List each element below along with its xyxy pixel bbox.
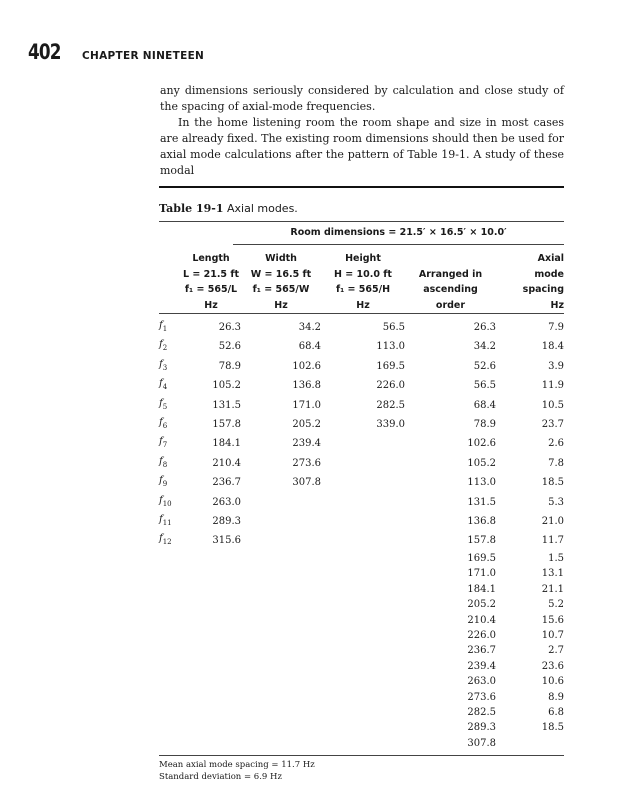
length-cell: 315.6 xyxy=(212,535,241,547)
width-cell xyxy=(241,659,321,674)
width-cell xyxy=(241,643,321,658)
spacing-header-line: spacing xyxy=(522,284,564,295)
ascending-cell: 282.5 xyxy=(467,706,496,718)
table-row xyxy=(159,720,564,735)
table-row xyxy=(159,705,564,720)
table-row xyxy=(159,531,564,550)
table-row xyxy=(159,659,564,674)
height-header-line: f₁ = 565/H xyxy=(335,284,391,295)
ascending-cell: 113.0 xyxy=(467,477,496,489)
spacing-cell: 2.7 xyxy=(548,645,564,657)
ascending-cell: 136.8 xyxy=(467,516,496,528)
ascending-cell: 102.6 xyxy=(467,438,496,450)
row-label xyxy=(159,659,181,674)
height-cell xyxy=(321,736,405,751)
length-header-line: Hz xyxy=(204,299,218,311)
length-cell xyxy=(181,566,241,581)
table-row xyxy=(159,566,564,581)
width-header-line: Hz xyxy=(274,299,288,311)
length-cell: 157.8 xyxy=(212,419,241,431)
arranged-header-line: Arranged in xyxy=(418,268,483,280)
spacing-cell xyxy=(496,736,564,751)
dimensions-rule xyxy=(233,244,564,245)
width-header-line: f₁ = 565/W xyxy=(252,284,310,295)
row-label: $f_{12}$ xyxy=(159,533,172,547)
length-header-line: f₁ = 565/L xyxy=(184,284,238,295)
length-cell xyxy=(181,659,241,674)
spacing-cell: 23.7 xyxy=(541,419,564,431)
length-cell: 26.3 xyxy=(218,322,241,333)
row-label: $f_5$ xyxy=(159,397,168,411)
arranged-header-line: ascending xyxy=(423,284,478,295)
height-cell xyxy=(321,674,405,689)
width-cell xyxy=(241,493,321,512)
paragraph-1: any dimensions seriously considered by calculation and close study of the spacing of axial-mode frequencies. xyxy=(160,84,564,113)
table-row xyxy=(159,736,564,751)
length-cell: 78.9 xyxy=(218,360,241,372)
row-label: $f_4$ xyxy=(159,378,168,392)
ascending-cell: 52.6 xyxy=(473,360,496,372)
spacing-cell: 8.9 xyxy=(548,691,564,703)
height-cell xyxy=(321,512,405,531)
spacing-cell: 5.2 xyxy=(548,599,564,611)
ascending-cell: 78.9 xyxy=(473,419,496,431)
body-text xyxy=(160,83,564,179)
row-label xyxy=(159,551,181,566)
height-cell xyxy=(321,473,405,492)
width-cell xyxy=(241,597,321,612)
width-header-line: W = 16.5 ft xyxy=(250,268,312,280)
height-cell xyxy=(321,720,405,735)
height-cell xyxy=(321,566,405,581)
table-row xyxy=(159,396,564,415)
row-label xyxy=(159,582,181,597)
row-label: $f_8$ xyxy=(159,455,168,469)
width-cell: 273.6 xyxy=(292,457,321,469)
table-caption xyxy=(159,202,564,215)
spacing-cell: 15.6 xyxy=(541,614,564,626)
table-row xyxy=(159,512,564,531)
width-cell xyxy=(241,690,321,705)
height-header-line: H = 10.0 ft xyxy=(334,268,392,280)
width-cell: 136.8 xyxy=(292,380,321,392)
length-cell: 105.2 xyxy=(212,380,241,392)
spacing-cell: 7.8 xyxy=(548,457,564,469)
room-dimensions: Room dimensions = 21.5′ × 16.5′ × 10.0′ xyxy=(290,227,507,238)
ascending-cell: 34.2 xyxy=(473,341,496,353)
ascending-cell: 236.7 xyxy=(467,645,496,657)
width-header xyxy=(241,251,321,314)
spacing-cell: 2.6 xyxy=(548,438,564,450)
spacing-header-line: Axial xyxy=(537,253,564,264)
spacing-cell: 10.7 xyxy=(541,629,564,641)
spacing-header xyxy=(496,251,564,314)
length-cell: 131.5 xyxy=(212,399,241,411)
label-header xyxy=(159,251,181,314)
table-bottom-rule xyxy=(159,755,564,756)
width-cell xyxy=(241,613,321,628)
spacing-cell: 5.3 xyxy=(548,496,564,508)
width-header-line: Width xyxy=(265,253,297,264)
table-row xyxy=(159,551,564,566)
ascending-cell: 307.8 xyxy=(467,737,496,749)
spacing-cell: 6.8 xyxy=(548,706,564,718)
spacing-cell: 21.0 xyxy=(541,516,564,528)
table-row xyxy=(159,454,564,473)
page-number: 402 xyxy=(28,40,61,64)
width-cell xyxy=(241,720,321,735)
length-cell xyxy=(181,736,241,751)
ascending-cell: 26.3 xyxy=(473,322,496,333)
table-row xyxy=(159,690,564,705)
height-cell xyxy=(321,551,405,566)
arranged-header xyxy=(405,251,496,314)
spacing-cell: 10.6 xyxy=(541,676,564,688)
table-row xyxy=(159,473,564,492)
length-cell: 210.4 xyxy=(212,457,241,469)
table-row xyxy=(159,357,564,376)
row-label: $f_{11}$ xyxy=(159,514,172,528)
width-cell: 239.4 xyxy=(292,438,321,450)
table-row xyxy=(159,613,564,628)
spacing-cell: 23.6 xyxy=(541,660,564,672)
width-cell: 34.2 xyxy=(298,322,321,333)
row-label xyxy=(159,720,181,735)
length-cell xyxy=(181,613,241,628)
table-notes xyxy=(159,760,564,783)
height-cell xyxy=(321,434,405,453)
chapter-title: CHAPTER NINETEEN xyxy=(82,50,205,62)
row-label: $f_3$ xyxy=(159,358,168,372)
length-cell: 289.3 xyxy=(212,516,241,528)
height-cell xyxy=(321,597,405,612)
length-cell: 263.0 xyxy=(212,496,241,508)
length-cell xyxy=(181,705,241,720)
spacing-header-line: Hz xyxy=(550,299,564,311)
length-cell: 236.7 xyxy=(212,477,241,489)
table-row xyxy=(159,493,564,512)
height-cell xyxy=(321,659,405,674)
ascending-cell: 169.5 xyxy=(467,552,496,564)
ascending-cell: 273.6 xyxy=(467,691,496,703)
row-label: $f_9$ xyxy=(159,475,168,489)
width-cell xyxy=(241,628,321,643)
row-label: $f_1$ xyxy=(159,320,168,333)
ascending-cell: 171.0 xyxy=(467,568,496,580)
table-row xyxy=(159,643,564,658)
width-cell xyxy=(241,736,321,751)
length-cell xyxy=(181,582,241,597)
table-row xyxy=(159,415,564,434)
table-row xyxy=(159,337,564,356)
length-cell xyxy=(181,597,241,612)
note-std: Standard deviation = 6.9 Hz xyxy=(159,771,282,782)
length-header-line: L = 21.5 ft xyxy=(182,268,240,280)
ascending-cell: 289.3 xyxy=(467,722,496,734)
row-label xyxy=(159,674,181,689)
row-label: $f_6$ xyxy=(159,417,168,431)
arranged-header-line: order xyxy=(435,299,466,311)
height-cell xyxy=(321,613,405,628)
height-header xyxy=(321,251,405,314)
spacing-cell: 11.7 xyxy=(541,535,564,547)
width-cell xyxy=(241,705,321,720)
spacing-cell: 13.1 xyxy=(541,568,564,580)
row-label: $f_2$ xyxy=(159,339,168,353)
length-header xyxy=(181,251,241,314)
row-label xyxy=(159,690,181,705)
ascending-cell: 56.5 xyxy=(473,380,496,392)
spacing-cell: 18.5 xyxy=(541,722,564,734)
height-cell: 56.5 xyxy=(382,322,405,333)
table-19-1 xyxy=(159,186,564,783)
ascending-cell: 226.0 xyxy=(467,629,496,641)
width-cell xyxy=(241,531,321,550)
ascending-cell: 131.5 xyxy=(467,496,496,508)
length-cell xyxy=(181,674,241,689)
table-body xyxy=(159,314,564,751)
row-label: $f_{10}$ xyxy=(159,494,172,508)
table-row xyxy=(159,628,564,643)
row-label xyxy=(159,613,181,628)
height-cell xyxy=(321,531,405,550)
width-cell: 205.2 xyxy=(292,419,321,431)
table-row xyxy=(159,674,564,689)
height-cell: 113.0 xyxy=(376,341,405,353)
row-label: $f_7$ xyxy=(159,436,168,450)
table-row xyxy=(159,597,564,612)
spacing-cell: 1.5 xyxy=(548,552,564,564)
axial-modes-table xyxy=(159,251,564,751)
height-cell: 226.0 xyxy=(376,380,405,392)
spacing-cell: 11.9 xyxy=(541,380,564,392)
length-cell xyxy=(181,720,241,735)
table-top-rule xyxy=(159,186,564,188)
width-cell xyxy=(241,674,321,689)
width-cell xyxy=(241,551,321,566)
row-label xyxy=(159,597,181,612)
spacing-cell: 10.5 xyxy=(541,399,564,411)
row-label xyxy=(159,705,181,720)
ascending-cell: 210.4 xyxy=(467,614,496,626)
height-cell: 282.5 xyxy=(376,399,405,411)
length-cell: 52.6 xyxy=(218,341,241,353)
height-header-line: Hz xyxy=(356,299,370,311)
height-cell xyxy=(321,454,405,473)
ascending-cell: 68.4 xyxy=(473,399,496,411)
height-cell xyxy=(321,493,405,512)
height-cell: 339.0 xyxy=(376,419,405,431)
ascending-cell: 157.8 xyxy=(467,535,496,547)
length-header-line: Length xyxy=(192,253,230,264)
width-cell xyxy=(241,582,321,597)
row-label xyxy=(159,736,181,751)
row-label xyxy=(159,566,181,581)
table-caption-label: Table 19-1 xyxy=(159,202,224,215)
width-cell: 68.4 xyxy=(298,341,321,353)
length-cell xyxy=(181,628,241,643)
ascending-cell: 184.1 xyxy=(467,583,496,595)
caption-rule xyxy=(159,221,564,222)
table-caption-text: Axial modes. xyxy=(227,202,298,215)
ascending-cell: 105.2 xyxy=(467,457,496,469)
length-cell: 184.1 xyxy=(212,438,241,450)
height-cell xyxy=(321,582,405,597)
width-cell xyxy=(241,566,321,581)
table-row xyxy=(159,582,564,597)
row-label xyxy=(159,643,181,658)
table-row xyxy=(159,434,564,453)
width-cell: 307.8 xyxy=(292,477,321,489)
spacing-cell: 18.4 xyxy=(541,341,564,353)
spacing-cell: 3.9 xyxy=(548,360,564,372)
table-row xyxy=(159,314,564,337)
length-cell xyxy=(181,690,241,705)
ascending-cell: 205.2 xyxy=(467,599,496,611)
height-cell: 169.5 xyxy=(376,360,405,372)
running-header xyxy=(28,40,204,64)
note-mean: Mean axial mode spacing = 11.7 Hz xyxy=(159,760,315,771)
paragraph-2: In the home listening room the room shape and size in most cases are already fixed. The existing room dimensions should then be used for axial mode calculations after the pattern of Table 19-1. A study of these modal xyxy=(160,116,564,177)
height-header-line: Height xyxy=(345,253,381,264)
row-label xyxy=(159,628,181,643)
height-cell xyxy=(321,643,405,658)
width-cell: 102.6 xyxy=(292,360,321,372)
height-cell xyxy=(321,690,405,705)
length-cell xyxy=(181,643,241,658)
spacing-cell: 21.1 xyxy=(541,583,564,595)
spacing-header-line: mode xyxy=(534,268,564,280)
width-cell: 171.0 xyxy=(292,399,321,411)
width-cell xyxy=(241,512,321,531)
height-cell xyxy=(321,705,405,720)
spacing-cell: 7.9 xyxy=(548,322,564,333)
height-cell xyxy=(321,628,405,643)
length-cell xyxy=(181,551,241,566)
ascending-cell: 263.0 xyxy=(467,676,496,688)
spacing-cell: 18.5 xyxy=(541,477,564,489)
table-row xyxy=(159,376,564,395)
ascending-cell: 239.4 xyxy=(467,660,496,672)
